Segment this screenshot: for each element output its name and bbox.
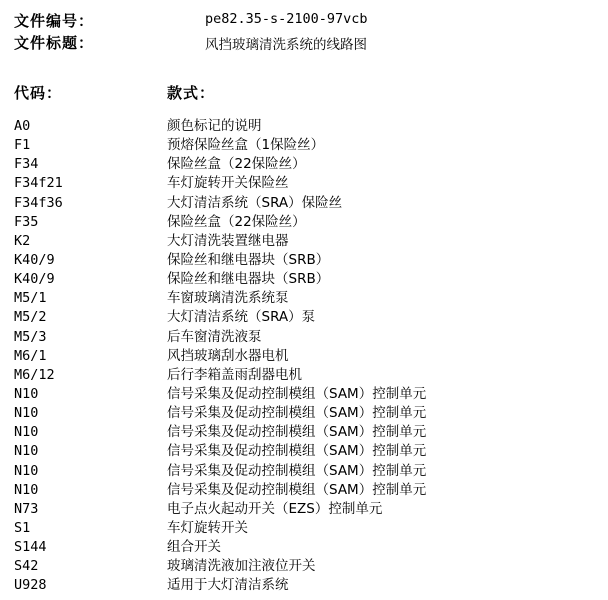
document-title-row <box>14 32 594 52</box>
component-description: 组合开关 <box>167 539 221 556</box>
component-code: F1 <box>14 137 31 154</box>
document-number-label: 文件编号： <box>14 12 95 30</box>
table-row <box>0 117 608 136</box>
table-row <box>0 174 608 193</box>
component-code: M5/3 <box>14 328 47 345</box>
component-description: 车灯旋转开关 <box>167 519 248 536</box>
component-description: 信号采集及促动控制模组（SAM）控制单元 <box>167 385 427 402</box>
component-description: 颜色标记的说明 <box>167 118 262 134</box>
table-row <box>0 519 608 538</box>
component-description: 玻璃清洗液加注液位开关 <box>167 558 316 575</box>
table-row <box>0 232 608 251</box>
table-row <box>0 251 608 270</box>
document-number-value: pe82.35-s-2100-97vcb <box>205 11 368 27</box>
table-row <box>0 404 608 423</box>
component-code: S144 <box>14 539 47 556</box>
table-row <box>0 423 608 442</box>
component-description: 大灯清洁系统（SRA）泵 <box>167 309 316 326</box>
component-description: 大灯清洁系统（SRA）保险丝 <box>167 194 343 211</box>
component-description: 保险丝盒（22保险丝） <box>167 213 306 230</box>
component-description: 信号采集及促动控制模组（SAM）控制单元 <box>167 424 427 441</box>
component-code: N10 <box>14 424 39 441</box>
table-row <box>0 328 608 347</box>
component-code: U928 <box>14 577 47 594</box>
table-row <box>0 308 608 327</box>
document-title-value: 风挡玻璃清洗系统的线路图 <box>205 37 367 53</box>
table-row <box>0 481 608 500</box>
table-row <box>0 347 608 366</box>
component-code: A0 <box>14 118 31 134</box>
component-code: M5/1 <box>14 290 47 307</box>
table-row <box>0 442 608 461</box>
table-row <box>0 289 608 308</box>
component-description: 信号采集及促动控制模组（SAM）控制单元 <box>167 443 427 460</box>
table-row <box>0 500 608 519</box>
component-description: 信号采集及促动控制模组（SAM）控制单元 <box>167 405 427 422</box>
table-row <box>0 136 608 155</box>
component-code: K40/9 <box>14 251 55 268</box>
component-code: K40/9 <box>14 271 55 288</box>
table-row <box>0 213 608 232</box>
model-column-header: 款式： <box>167 84 216 102</box>
component-code: M5/2 <box>14 309 47 326</box>
document-title-label: 文件标题： <box>14 34 95 52</box>
component-code: N10 <box>14 462 39 479</box>
component-description: 保险丝和继电器块（SRB） <box>167 251 330 268</box>
component-code: N10 <box>14 405 39 422</box>
component-code: N10 <box>14 481 39 498</box>
component-description: 预熔保险丝盒（1保险丝） <box>167 137 325 154</box>
component-description: 车窗玻璃清洗系统泵 <box>167 290 289 307</box>
table-row <box>0 385 608 404</box>
document-number-row <box>14 10 594 30</box>
component-code: M6/12 <box>14 366 55 383</box>
component-description: 适用于大灯清洁系统 <box>167 577 289 594</box>
component-code: N10 <box>14 443 39 460</box>
component-code: F34f36 <box>14 194 63 211</box>
table-row <box>0 462 608 481</box>
component-description: 车灯旋转开关保险丝 <box>167 175 289 192</box>
component-code: F35 <box>14 213 39 230</box>
table-row <box>0 538 608 557</box>
component-code: K2 <box>14 232 31 249</box>
component-code: F34f21 <box>14 175 63 192</box>
component-code: N73 <box>14 500 39 517</box>
component-description: 保险丝和继电器块（SRB） <box>167 271 330 288</box>
table-row <box>0 557 608 576</box>
component-code: F34 <box>14 156 39 173</box>
component-description: 信号采集及促动控制模组（SAM）控制单元 <box>167 462 427 479</box>
component-description: 后行李箱盖雨刮器电机 <box>167 366 302 383</box>
component-description: 后车窗清洗液泵 <box>167 328 262 345</box>
component-description: 保险丝盒（22保险丝） <box>167 156 306 173</box>
component-description: 电子点火起动开关（EZS）控制单元 <box>167 500 383 517</box>
table-row <box>0 366 608 385</box>
component-code: M6/1 <box>14 347 47 364</box>
component-list <box>0 117 608 596</box>
code-column-header: 代码： <box>14 84 63 102</box>
table-row <box>0 270 608 289</box>
component-description: 大灯清洗装置继电器 <box>167 232 289 249</box>
table-row <box>0 155 608 174</box>
table-row <box>0 194 608 213</box>
component-code: S42 <box>14 558 39 575</box>
table-row <box>0 576 608 595</box>
component-code: S1 <box>14 519 31 536</box>
component-description: 信号采集及促动控制模组（SAM）控制单元 <box>167 481 427 498</box>
component-description: 风挡玻璃刮水器电机 <box>167 347 289 364</box>
component-code: N10 <box>14 385 39 402</box>
